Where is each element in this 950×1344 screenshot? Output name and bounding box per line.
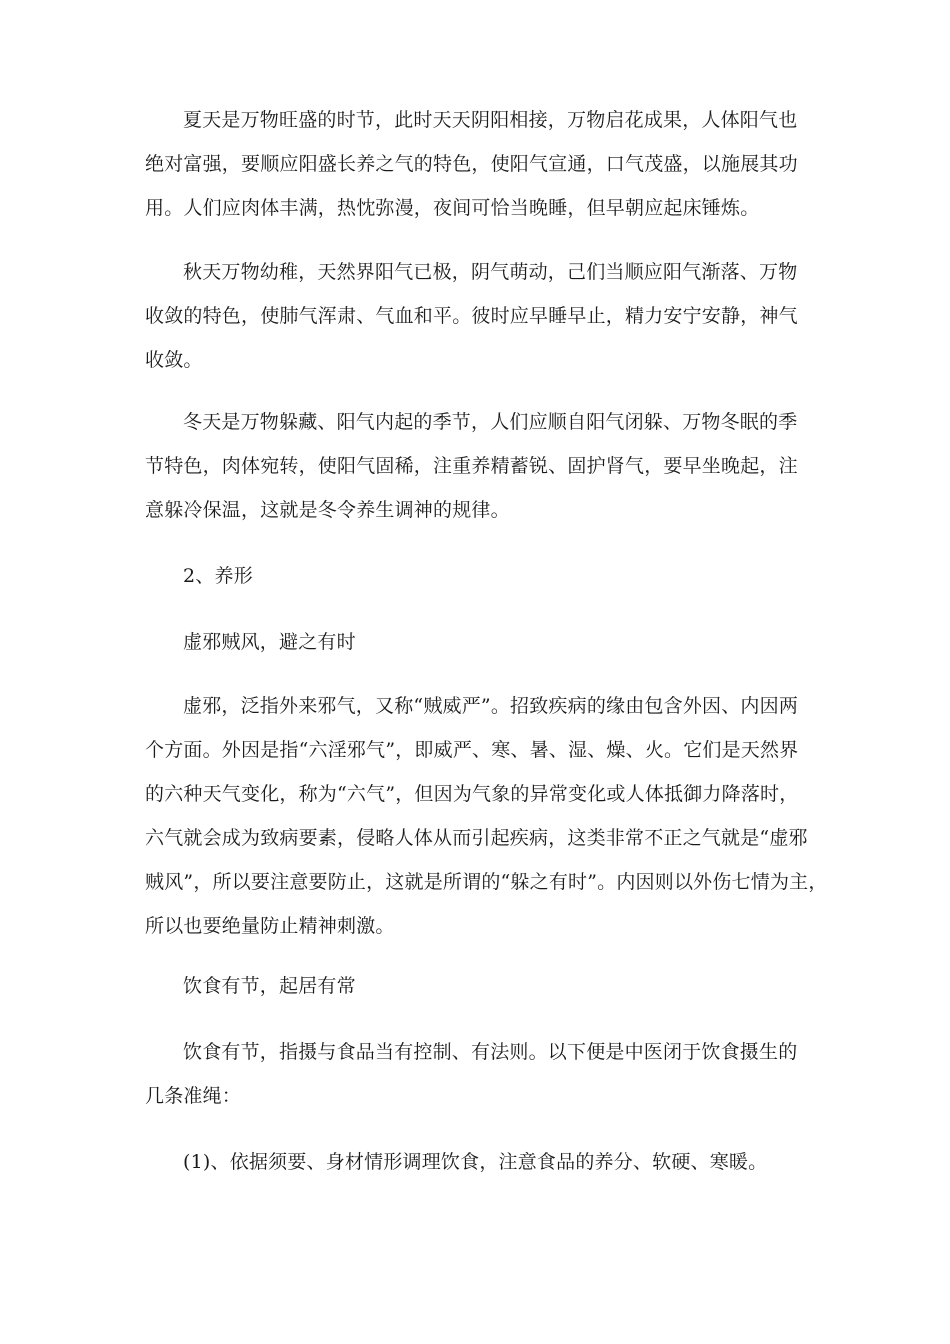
text-line: 贼风”，所以要注意要防止，这就是所谓的“躲之有时”。内因则以外伤七情为主， xyxy=(145,871,828,893)
list-item: (1)、依据须要、身材情形调理饮食，注意食品的养分、软硬、寒暖。 xyxy=(183,1151,768,1173)
list-item-1 xyxy=(145,1140,825,1184)
paragraph-winter xyxy=(145,400,825,532)
text-line: 六气就会成为致病要素，侵略人体从而引起疾病，这类非常不正之气就是“虚邪 xyxy=(145,827,808,849)
text-line: 几条准绳： xyxy=(145,1085,242,1107)
paragraph-autumn xyxy=(145,250,825,382)
subheading: 饮食有节，起居有常 xyxy=(183,975,356,997)
text-line: 所以也要绝量防止精神刺激。 xyxy=(145,915,395,937)
text-line: 收敛的特色，使肺气浑肃、气血和平。彼时应早睡早止，精力安宁安静，神气 xyxy=(145,305,798,327)
text-line: 绝对富强，要顺应阳盛长养之气的特色，使阳气宣通，口气茂盛，以施展其功 xyxy=(145,153,798,175)
paragraph-yinshi xyxy=(145,1030,825,1118)
text-line: 用。人们应肉体丰满，热忱弥漫，夜间可恰当晚睡，但早朝应起床锤炼。 xyxy=(145,197,760,219)
section-heading-yangxing xyxy=(145,554,825,598)
subheading: 虚邪贼风，避之有时 xyxy=(183,631,356,653)
paragraph-summer xyxy=(145,98,825,230)
text-line: 意躲冷保温，这就是冬令养生调神的规律。 xyxy=(145,499,510,521)
subheading-xuxie xyxy=(145,620,825,664)
text-line: 冬天是万物躲藏、阳气内起的季节，人们应顺自阳气闭躲、万物冬眠的季 xyxy=(183,411,798,433)
text-line: 个方面。外因是指“六淫邪气”，即威严、寒、暑、湿、燥、火。它们是天然界 xyxy=(145,739,799,761)
text-line: 收敛。 xyxy=(145,349,203,371)
text-line: 虚邪，泛指外来邪气，又称“贼威严”。招致疾病的缘由包含外因、内因两 xyxy=(183,695,799,717)
paragraph-xuxie xyxy=(145,684,828,948)
text-line: 的六种天气变化，称为“六气”，但因为气象的异常变化或人体抵御力降落时， xyxy=(145,783,799,805)
text-line: 饮食有节，指摄与食品当有控制、有法则。以下便是中医闭于饮食摄生的 xyxy=(183,1041,798,1063)
text-line: 夏天是万物旺盛的时节，此时天天阴阳相接，万物启花成果，人体阳气也 xyxy=(183,109,798,131)
subheading-yinshi xyxy=(145,964,825,1008)
section-heading: 2、养形 xyxy=(183,565,253,587)
text-line: 节特色，肉体宛转，使阳气固稀，注重养精蓄锐、固护肾气，要早坐晚起，注 xyxy=(145,455,798,477)
text-line: 秋天万物幼稚，天然界阳气已极，阴气萌动，己们当顺应阳气渐落、万物 xyxy=(183,261,798,283)
